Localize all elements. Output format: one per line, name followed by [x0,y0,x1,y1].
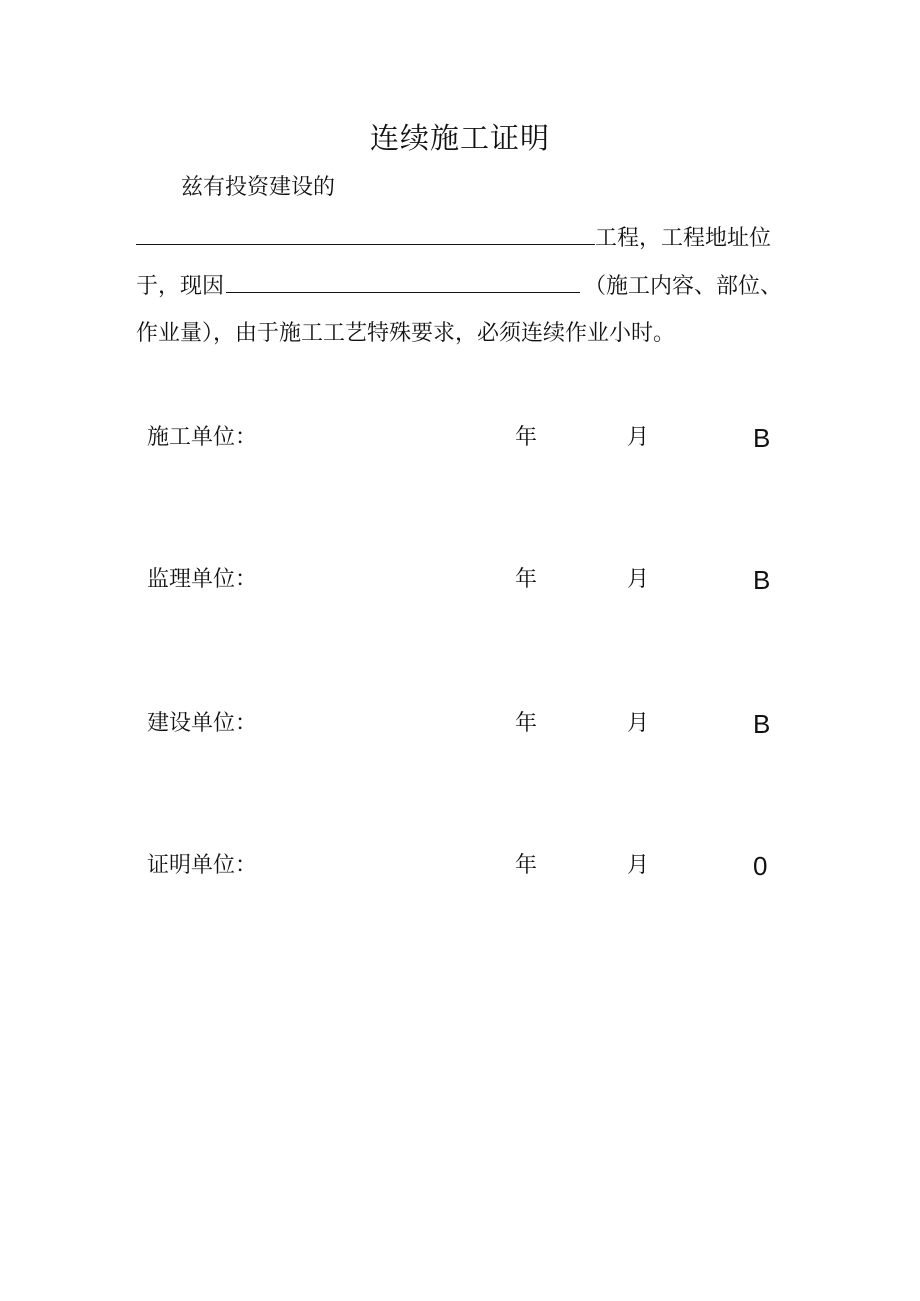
signature-row-certifier [0,846,920,886]
reason-line-prefix: 于，现因 [136,274,225,299]
month-label: 月 [627,425,650,450]
document-title: 连续施工证明 [369,121,550,155]
project-name-blank [136,222,595,245]
month-label: 月 [627,853,650,878]
signature-label: 建设单位： [147,711,258,736]
requirement-line: 作业量），由于施工工艺特殊要求，必须连续作业小时。 [136,321,676,346]
project-line [136,222,771,255]
day-label: B [753,423,771,453]
year-label: 年 [515,711,538,736]
year-label: 年 [515,853,538,878]
reason-blank [226,270,580,293]
intro-text: 兹有投资建设的 [181,175,336,200]
reason-line-suffix: （施工内容、部位、 [584,274,783,299]
project-line-suffix: 工程，工程地址位 [595,226,772,251]
signature-row-supervision [0,560,920,600]
year-label: 年 [515,567,538,592]
day-label: B [753,709,771,739]
reason-line [136,270,782,303]
month-label: 月 [627,567,650,592]
signature-label: 监理单位： [147,567,258,592]
day-label: 0 [753,851,768,881]
signature-label: 证明单位： [147,853,258,878]
month-label: 月 [627,711,650,736]
signature-label: 施工单位： [147,425,258,450]
year-label: 年 [515,425,538,450]
signature-row-owner [0,704,920,744]
signature-row-construction [0,418,920,458]
day-label: B [753,565,771,595]
